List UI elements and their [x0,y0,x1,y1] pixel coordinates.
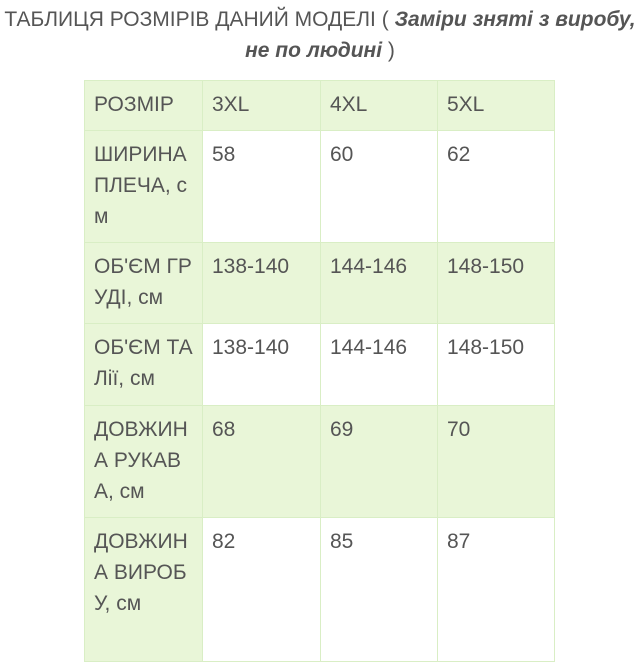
table-header-row [85,81,555,131]
size-header-label: РОЗМІР [85,81,203,131]
caption-closing: ) [382,39,395,62]
row-label-waist: ОБ'ЄМ ТАЛії, см [85,324,203,406]
table-cell: 69 [321,406,438,518]
table-row [85,518,555,662]
table-cell: 144-146 [321,324,438,406]
table-row [85,324,555,406]
table-row [85,406,555,518]
size-header-5xl: 5XL [438,81,555,131]
row-label-chest: ОБ'ЄМ ГРУДІ, см [85,243,203,324]
table-cell: 62 [438,131,555,243]
table-cell: 82 [203,518,321,662]
table-cell: 70 [438,406,555,518]
row-label-shoulder-width: ШИРИНА ПЛЕЧА, см [85,131,203,243]
table-row [85,131,555,243]
table-cell: 138-140 [203,243,321,324]
table-cell: 58 [203,131,321,243]
row-label-garment-length: ДОВЖИН А ВИРОБУ, см [85,518,203,662]
row-label-sleeve-length: ДОВЖИН А РУКАВ А, см [85,406,203,518]
table-cell: 148-150 [438,324,555,406]
table-cell: 68 [203,406,321,518]
table-cell: 87 [438,518,555,662]
size-header-3xl: 3XL [203,81,321,131]
caption-emphasis: Заміри зняті з виробу, не по людині [245,8,636,62]
table-cell: 144-146 [321,243,438,324]
table-caption [0,4,640,66]
caption-text: ТАБЛИЦЯ РОЗМІРІВ ДАНИЙ МОДЕЛІ ( [4,8,395,31]
table-cell: 60 [321,131,438,243]
size-header-4xl: 4XL [321,81,438,131]
table-cell: 148-150 [438,243,555,324]
size-table [84,80,555,662]
table-cell: 138-140 [203,324,321,406]
table-row [85,243,555,324]
table-cell: 85 [321,518,438,662]
